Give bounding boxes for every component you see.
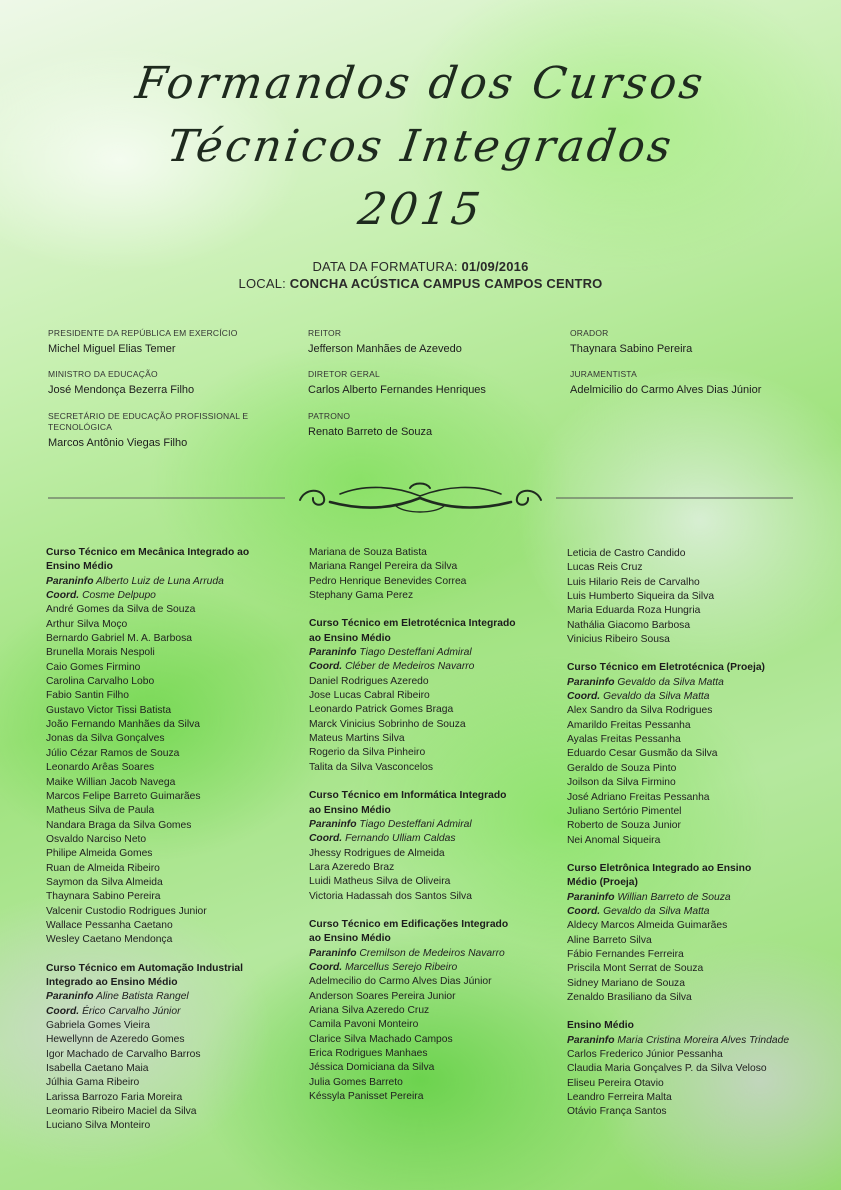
student-name: Joilson da Silva Firmino xyxy=(567,777,676,789)
student-name: José Adriano Freitas Pessanha xyxy=(567,791,710,803)
student-name: Brunella Morais Nespoli xyxy=(46,647,155,659)
student-name: Wallace Pessanha Caetano xyxy=(46,919,173,931)
graduation-location xyxy=(0,276,841,291)
student-name: Jhessy Rodrigues de Almeida xyxy=(309,847,445,859)
student-name: Zenaldo Brasiliano da Silva xyxy=(567,991,692,1003)
student-name: Philipe Almeida Gomes xyxy=(46,848,153,860)
student-name: Leonardo Patrick Gomes Braga xyxy=(309,704,454,716)
student-name: Aldecy Marcos Almeida Guimarães xyxy=(567,920,728,932)
course-heading: Curso Técnico em Edificações Integrado xyxy=(309,918,509,930)
authority-president xyxy=(48,328,308,356)
student-name: Leticia de Castro Candido xyxy=(567,548,686,559)
course-heading: Curso Técnico em Mecânica Integrado ao xyxy=(46,547,250,558)
authority-rector xyxy=(308,328,568,356)
student-name: Matheus Silva de Paula xyxy=(46,805,155,817)
student-name: Camila Pavoni Monteiro xyxy=(309,1019,419,1031)
student-name: Júlio Cézar Ramos de Souza xyxy=(46,747,180,759)
student-name: Claudia Maria Gonçalves P. da Silva Veloso xyxy=(567,1063,767,1075)
course-role-name: Gevaldo da Silva Matta xyxy=(603,691,710,703)
student-name: Gabriela Gomes Vieira xyxy=(46,1020,150,1031)
course-role-label: Paraninfo xyxy=(567,891,615,903)
student-name: Osvaldo Narciso Neto xyxy=(46,833,147,845)
student-name: Vinicius Ribeiro Sousa xyxy=(567,634,670,646)
authority-role: SECRETÁRIO DE EDUCAÇÃO PROFISSIONAL E TECNOLÓGICA xyxy=(48,411,249,432)
student-name: Igor Machado de Carvalho Barros xyxy=(46,1048,201,1060)
course-role-label: Paraninfo xyxy=(567,1034,615,1046)
authority-education-minister xyxy=(48,369,308,397)
local-label: LOCAL: xyxy=(238,276,286,291)
title-year: 2015 xyxy=(354,184,487,235)
flourish-icon xyxy=(300,484,541,513)
student-name: Marck Vinicius Sobrinho de Souza xyxy=(309,718,466,730)
course-role-name: Aline Batista Rangel xyxy=(95,991,189,1003)
course-heading: Curso Técnico em Eletrotécnica Integrado xyxy=(309,618,516,630)
student-name: Fabio Santin Filho xyxy=(46,690,129,702)
course-role-label: Paraninfo xyxy=(309,818,357,830)
course-section xyxy=(309,789,564,904)
student-name: Lara Azeredo Braz xyxy=(309,861,395,873)
authority-name: Thaynara Sabino Pereira xyxy=(570,343,693,355)
student-name: João Fernando Manhães da Silva xyxy=(46,719,200,731)
authority-name: Jefferson Manhães de Azevedo xyxy=(308,343,462,355)
course-role-label: Paraninfo xyxy=(309,947,357,959)
student-name: Juliano Sertório Pimentel xyxy=(567,805,682,817)
course-role xyxy=(567,676,822,690)
student-name: Isabella Caetano Maia xyxy=(46,1063,149,1075)
course-heading: ao Ensino Médio xyxy=(309,632,391,644)
student-name: Nandara Braga da Silva Gomes xyxy=(46,819,192,831)
course-heading: Curso Técnico em Automação Industrial xyxy=(46,962,244,974)
authority-name: Marcos Antônio Viegas Filho xyxy=(48,437,188,449)
course-role xyxy=(567,891,822,905)
student-name: Jéssica Domiciana da Silva xyxy=(309,1062,435,1074)
student-name: Mariana Rangel Pereira da Silva xyxy=(309,561,458,573)
student-name: Saymon da Silva Almeida xyxy=(46,876,163,888)
student-name: Maike Willian Jacob Navega xyxy=(46,776,176,788)
student-name: Anderson Soares Pereira Junior xyxy=(309,990,456,1002)
course-role-name: Willian Barreto de Souza xyxy=(617,891,731,903)
course-role-label: Coord. xyxy=(309,961,343,973)
student-name: Amarildo Freitas Pessanha xyxy=(567,719,691,731)
course-section xyxy=(46,962,301,1134)
course-heading: Médio (Proeja) xyxy=(567,877,638,889)
student-name: Bernardo Gabriel M. A. Barbosa xyxy=(46,633,192,645)
student-name: Thaynara Sabino Pereira xyxy=(46,891,161,903)
course-role xyxy=(309,646,564,660)
course-role-label: Coord. xyxy=(567,691,601,703)
course-role xyxy=(46,1005,301,1019)
student-name: Victoria Hadassah dos Santos Silva xyxy=(309,890,472,902)
local-value: CONCHA ACÚSTICA CAMPUS CAMPOS CENTRO xyxy=(289,276,603,291)
course-role xyxy=(567,690,822,704)
student-name: Ayalas Freitas Pessanha xyxy=(567,734,681,746)
date-label: DATA DA FORMATURA: xyxy=(312,259,458,274)
course-role-label: Paraninfo xyxy=(309,647,357,659)
course-section xyxy=(567,862,822,1005)
course-role-name: Fernando Ulliam Caldas xyxy=(345,833,456,845)
authority-role: JURAMENTISTA xyxy=(570,369,637,379)
student-name: Jonas da Silva Gonçalves xyxy=(46,733,165,745)
student-name: André Gomes da Silva de Souza xyxy=(46,604,196,616)
course-role xyxy=(309,947,564,961)
course-heading: Curso Técnico em Informática Integrado xyxy=(309,790,507,802)
course-role-label: Paraninfo xyxy=(567,676,615,688)
course-role-name: Alberto Luiz de Luna Arruda xyxy=(95,575,224,587)
student-name: Sidney Mariano de Souza xyxy=(567,977,685,989)
course-heading: Curso Técnico em Eletrotécnica (Proeja) xyxy=(567,662,765,674)
course-role xyxy=(567,1034,822,1048)
course-heading: ao Ensino Médio xyxy=(309,804,391,816)
authority-role: REITOR xyxy=(308,328,342,338)
course-role-label: Paraninfo xyxy=(46,575,94,587)
graduates-column-3 xyxy=(567,547,822,1134)
student-name: Jose Lucas Cabral Ribeiro xyxy=(309,690,430,702)
title-line-1: Formandos dos Cursos xyxy=(132,58,709,109)
course-role-name: Tiago Desteffani Admiral xyxy=(359,818,472,830)
course-role-name: Tiago Desteffani Admiral xyxy=(359,647,472,659)
student-name: Stephany Gama Perez xyxy=(309,590,414,602)
student-name: Nathália Giacomo Barbosa xyxy=(567,619,691,631)
student-name: Aline Barreto Silva xyxy=(567,934,652,946)
student-name: Priscila Mont Serrat de Souza xyxy=(567,963,704,975)
student-name: Julia Gomes Barreto xyxy=(309,1076,403,1088)
course-role-label: Coord. xyxy=(46,590,80,602)
course-section xyxy=(46,546,301,948)
student-name: Erica Rodrigues Manhaes xyxy=(309,1048,428,1059)
student-name: Lucas Reis Cruz xyxy=(567,562,643,574)
course-section xyxy=(309,918,564,1104)
student-name: Ruan de Almeida Ribeiro xyxy=(46,862,160,874)
course-heading: Ensino Médio xyxy=(567,1020,634,1032)
student-name: Leonardo Arêas Soares xyxy=(46,762,155,774)
course-section xyxy=(567,661,822,847)
course-role-label: Coord. xyxy=(309,833,343,845)
course-role-name: Cremilson de Medeiros Navarro xyxy=(359,947,505,959)
student-name: Nei Anomal Siqueira xyxy=(567,834,661,846)
course-section xyxy=(309,617,564,775)
course-role-label: Paraninfo xyxy=(46,991,94,1003)
course-heading: Ensino Médio xyxy=(46,561,113,573)
student-name: Marcos Felipe Barreto Guimarães xyxy=(46,790,201,802)
course-role-name: Gevaldo da Silva Matta xyxy=(617,676,724,688)
course-section xyxy=(567,547,822,647)
student-name: Mariana de Souza Batista xyxy=(309,547,427,558)
student-name: Wesley Caetano Mendonça xyxy=(46,934,173,946)
date-value: 01/09/2016 xyxy=(461,259,529,274)
student-name: Eduardo Cesar Gusmão da Silva xyxy=(567,748,718,760)
student-name: Luciano Silva Monteiro xyxy=(46,1120,151,1132)
student-name: Rogerio da Silva Pinheiro xyxy=(309,747,426,759)
student-name: Carlos Frederico Júnior Pessanha xyxy=(567,1049,723,1060)
student-name: Clarice Silva Machado Campos xyxy=(309,1033,453,1045)
authority-oath-taker xyxy=(570,369,830,397)
authority-name: Michel Miguel Elias Temer xyxy=(48,343,176,355)
student-name: Leomario Ribeiro Maciel da Silva xyxy=(46,1106,197,1118)
course-role xyxy=(309,818,564,832)
student-name: Fábio Fernandes Ferreira xyxy=(567,948,684,960)
course-role xyxy=(46,589,301,603)
student-name: Arthur Silva Moço xyxy=(46,618,128,630)
course-role xyxy=(567,905,822,919)
ornamental-divider xyxy=(0,480,841,520)
student-name: Pedro Henrique Benevides Correa xyxy=(309,575,467,587)
course-section xyxy=(567,1019,822,1119)
authority-orator xyxy=(570,328,830,356)
student-name: Luidi Matheus Silva de Oliveira xyxy=(309,876,451,888)
student-name: Ariana Silva Azeredo Cruz xyxy=(309,1004,430,1016)
course-role-label: Coord. xyxy=(46,1005,80,1017)
student-name: Caio Gomes Firmino xyxy=(46,661,141,673)
student-name: Talita da Silva Vasconcelos xyxy=(309,761,434,773)
course-role-name: Cléber de Medeiros Navarro xyxy=(345,661,475,673)
student-name: Geraldo de Souza Pinto xyxy=(567,762,677,774)
student-name: Késsyla Panisset Pereira xyxy=(309,1091,424,1103)
title-line-2: Técnicos Integrados xyxy=(164,121,678,172)
course-role xyxy=(46,575,301,589)
course-role xyxy=(309,961,564,975)
graduates-column-1 xyxy=(46,546,301,1148)
course-heading: ao Ensino Médio xyxy=(309,933,391,945)
course-role-label: Coord. xyxy=(567,905,601,917)
student-name: Hewellynn de Azeredo Gomes xyxy=(46,1034,185,1046)
course-role xyxy=(309,832,564,846)
student-name: Valcenir Custodio Rodrigues Junior xyxy=(46,905,207,917)
authority-general-director xyxy=(308,369,568,397)
authority-role: DIRETOR GERAL xyxy=(308,369,380,379)
authority-patron xyxy=(308,411,568,439)
student-name: Gustavo Victor Tissi Batista xyxy=(46,704,172,716)
student-name: Eliseu Pereira Otavio xyxy=(567,1077,664,1089)
authority-role: PATRONO xyxy=(308,411,351,421)
course-heading: Integrado ao Ensino Médio xyxy=(46,976,178,988)
student-name: Adelmecilio do Carmo Alves Dias Júnior xyxy=(309,976,492,988)
student-name: Luis Humberto Siqueira da Silva xyxy=(567,591,715,603)
student-name: Maria Eduarda Roza Hungria xyxy=(567,605,701,617)
student-name: Leandro Ferreira Malta xyxy=(567,1092,672,1104)
course-role xyxy=(46,990,301,1004)
student-name: Carolina Carvalho Lobo xyxy=(46,676,155,688)
authority-name: Carlos Alberto Fernandes Henriques xyxy=(308,384,486,396)
authority-name: Adelmicilio do Carmo Alves Dias Júnior xyxy=(570,384,762,396)
student-name: Roberto de Souza Junior xyxy=(567,820,681,832)
course-role-name: Érico Carvalho Júnior xyxy=(82,1005,181,1017)
authority-name: José Mendonça Bezerra Filho xyxy=(48,384,195,396)
course-heading: Curso Eletrônica Integrado ao Ensino xyxy=(567,862,752,874)
graduates-column-2 xyxy=(309,546,564,1118)
course-section xyxy=(309,546,564,603)
course-role-name: Gevaldo da Silva Matta xyxy=(603,905,710,917)
authority-role: ORADOR xyxy=(570,328,609,338)
authority-role: MINISTRO DA EDUCAÇÃO xyxy=(48,369,158,379)
authority-role: PRESIDENTE DA REPÚBLICA EM EXERCÍCIO xyxy=(48,328,238,338)
student-name: Júlhia Gama Ribeiro xyxy=(46,1077,140,1089)
student-name: Otávio França Santos xyxy=(567,1106,667,1118)
authority-name: Renato Barreto de Souza xyxy=(308,426,433,438)
student-name: Alex Sandro da Silva Rodrigues xyxy=(567,705,713,717)
course-role-label: Coord. xyxy=(309,661,343,673)
student-name: Luis Hilario Reis de Carvalho xyxy=(567,576,700,588)
student-name: Mateus Martins Silva xyxy=(309,733,405,745)
course-role-name: Maria Cristina Moreira Alves Trindade xyxy=(617,1034,790,1046)
course-role-name: Marcellus Serejo Ribeiro xyxy=(345,961,458,973)
graduation-date xyxy=(0,259,841,274)
student-name: Daniel Rodrigues Azeredo xyxy=(309,675,429,687)
course-role-name: Cosme Delpupo xyxy=(82,590,156,602)
student-name: Larissa Barrozo Faria Moreira xyxy=(46,1091,183,1103)
authority-secretary xyxy=(48,411,268,450)
course-role xyxy=(309,660,564,674)
